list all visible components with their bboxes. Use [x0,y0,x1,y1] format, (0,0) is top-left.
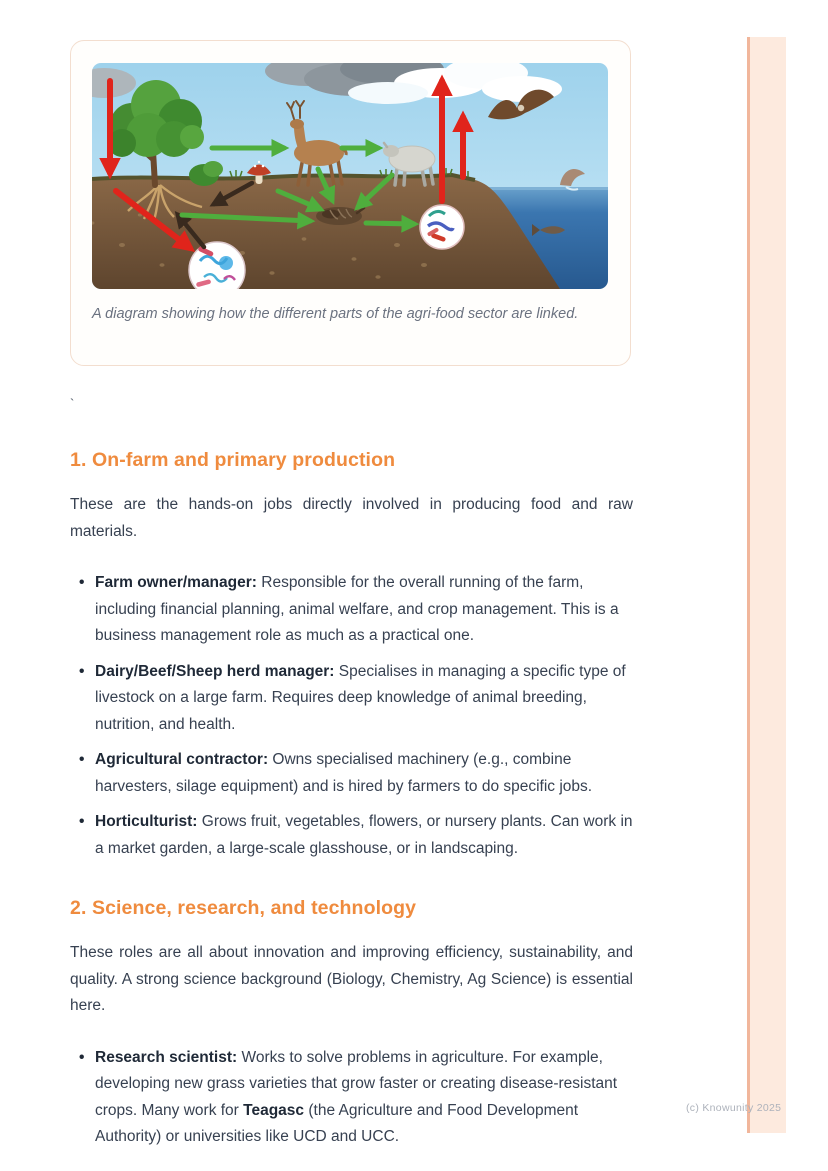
list-item [70,1045,633,1151]
bullet-text: Works to solve problems in agriculture. For example, developing new grass varieties that grow faster or creating disease-resistant crops. Many work for [95,1048,618,1119]
watermark: (c) Knowunity 2025 [686,1102,782,1114]
stray-backtick: ` [70,396,75,411]
list-item [70,809,633,862]
list-item [70,747,633,800]
bullet-term: Research scientist: [95,1048,238,1066]
list-item [70,659,633,739]
section-2-list [70,1045,633,1151]
section-1-heading: 1. On-farm and primary production [70,449,396,471]
bullet-text: Responsible for the overall running of the farm, including financial planning, animal welfare, and crop management. This is a business management role as much as a practical one. [95,574,619,644]
agri-food-ecosystem-diagram [92,63,608,289]
bullet-inline-bold: Teagasc [243,1101,305,1119]
soil-microbes-left [189,242,245,289]
section-2-heading: 2. Science, research, and technology [70,897,417,919]
figure-card [70,40,631,366]
bullet-term: Horticulturist: [95,813,198,830]
bullet-text: Specialises in managing a specific type of livestock on a large farm. Requires deep knowledge of animal breeding, nutrition, and health. [95,662,626,733]
bullet-text: (the Agriculture and Food Development Authority) or universities like UCD and UCC. [95,1101,579,1145]
document-content [70,40,633,1160]
page-edge-highlight-stripe [747,37,786,1133]
bullet-text: Grows fruit, vegetables, flowers, or nursery plants. Can work in a market garden, a large-scale glasshouse, or in landscaping. [95,813,633,857]
bullet-term: Dairy/Beef/Sheep herd manager: [95,662,335,680]
bullet-text: Owns specialised machinery (e.g., combine harvesters, silage equipment) and is hired by farmers to do specific jobs. [95,751,593,795]
bullet-term: Farm owner/manager: [95,574,257,591]
ecosystem-illustration [92,63,608,289]
list-item [70,570,633,650]
bullet-term: Agricultural contractor: [95,751,269,768]
soil-microbes-right [420,205,464,249]
section-1-list [70,570,633,862]
section-1-intro: These are the hands-on jobs directly involved in producing food and raw materials. [70,496,633,540]
figure-caption: A diagram showing how the different parts of the agri-food sector are linked. [92,306,579,322]
section-2-intro: These roles are all about innovation and improving efficiency, sustainability, and quality. A strong science background (Biology, Chemistry, Ag Science) is essential here. [70,944,633,1014]
